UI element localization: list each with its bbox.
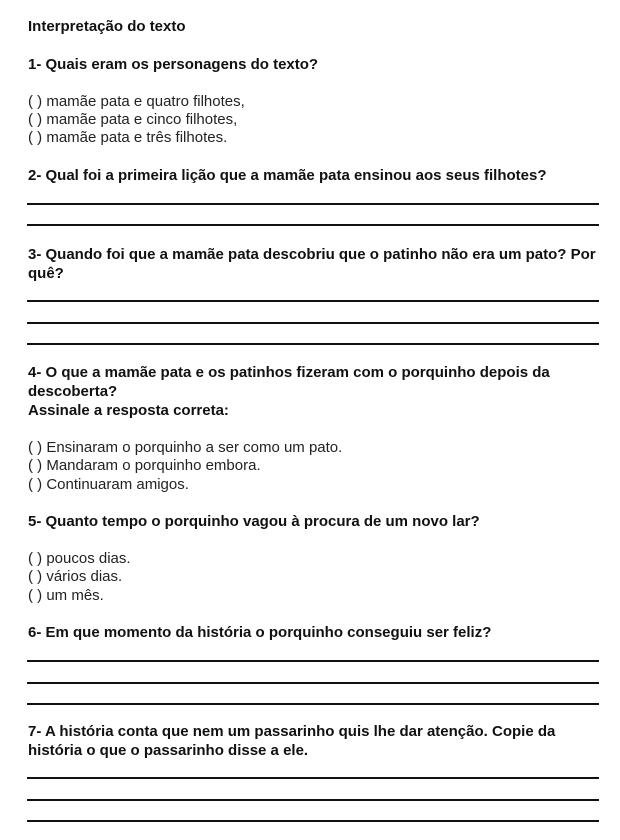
- q2-answer-line-1[interactable]: [27, 203, 599, 205]
- q5-option-2[interactable]: ( ) vários dias.: [28, 568, 123, 585]
- q3-answer-line-2[interactable]: [27, 322, 599, 324]
- q7-answer-line-2[interactable]: [27, 799, 599, 801]
- q4-instruction: Assinale a resposta correta:: [28, 402, 229, 419]
- question-5: 5- Quanto tempo o porquinho vagou à procura de um novo lar?: [28, 513, 480, 530]
- question-3: 3- Quando foi que a mamãe pata descobriu que o patinho não era um pato? Por quê?: [28, 246, 596, 282]
- q5-option-3[interactable]: ( ) um mês.: [28, 587, 104, 604]
- question-1: 1- Quais eram os personagens do texto?: [28, 56, 319, 73]
- question-6: 6- Em que momento da história o porquinho conseguiu ser feliz?: [28, 624, 492, 641]
- q3-answer-line-1[interactable]: [27, 300, 599, 302]
- q6-answer-line-3[interactable]: [27, 703, 599, 705]
- q4-option-1[interactable]: ( ) Ensinaram o porquinho a ser como um pato.: [28, 439, 343, 456]
- q1-option-2[interactable]: ( ) mamãe pata e cinco filhotes,: [28, 111, 238, 128]
- q3-answer-line-3[interactable]: [27, 343, 599, 345]
- question-7: 7- A história conta que nem um passarinho quis lhe dar atenção. Copie da história o que o passarinho disse a ele.: [28, 723, 556, 759]
- q7-answer-line-1[interactable]: [27, 777, 599, 779]
- q6-answer-line-2[interactable]: [27, 682, 599, 684]
- q6-answer-line-1[interactable]: [27, 660, 599, 662]
- q1-option-1[interactable]: ( ) mamãe pata e quatro filhotes,: [28, 93, 245, 110]
- question-2: 2- Qual foi a primeira lição que a mamãe pata ensinou aos seus filhotes?: [28, 167, 547, 184]
- q2-answer-line-2[interactable]: [27, 224, 599, 226]
- q5-option-1[interactable]: ( ) poucos dias.: [28, 550, 131, 567]
- q1-option-3[interactable]: ( ) mamãe pata e três filhotes.: [28, 129, 228, 146]
- q7-answer-line-3[interactable]: [27, 820, 599, 822]
- q4-option-3[interactable]: ( ) Continuaram amigos.: [28, 476, 189, 493]
- q4-option-2[interactable]: ( ) Mandaram o porquinho embora.: [28, 457, 261, 474]
- question-4: 4- O que a mamãe pata e os patinhos fizeram com o porquinho depois da descoberta?: [28, 364, 550, 400]
- worksheet-title: Interpretação do texto: [28, 18, 186, 35]
